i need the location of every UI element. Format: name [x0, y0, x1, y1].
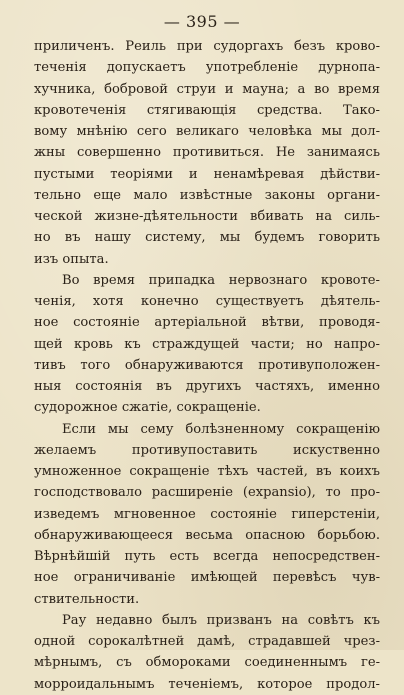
text-line: тельно еще мало извѣстные законы органи- [34, 187, 380, 203]
text-line: кровотеченія стягивающія средства. Тако- [34, 102, 380, 118]
text-line: ствительности. [34, 591, 140, 607]
text-line: Рау недавно былъ призванъ на совѣтъ къ [62, 612, 380, 628]
text-line: Если мы сему болѣзненному сокращенію [62, 421, 380, 437]
text-line: ныя состоянія въ другихъ частяхъ, именно [34, 379, 380, 394]
paragraph-2 [34, 270, 380, 419]
body-text [34, 36, 380, 695]
text-line: изъ опыта. [34, 251, 109, 267]
text-line: ческой жизне-дѣятельности вбивать на силь- [34, 209, 380, 224]
text-line: мѣрнымъ, съ обмороками соединеннымъ ге- [34, 655, 380, 671]
text-line: умноженное сокращеніе тѣхъ частей, въ коихъ [34, 464, 380, 479]
text-line: пустыми теоріями и ненамѣревая дѣйстви- [34, 166, 380, 182]
text-line: господствовало расширеніе (expansio), то про- [34, 485, 380, 501]
text-line: вому мнѣнію сего великаго человѣка мы дол- [34, 124, 380, 139]
text-line: приличенъ. Реиль при судоргахъ безъ крово- [34, 39, 380, 54]
text-line: ченія, хотя конечно существуетъ дѣятель- [34, 294, 380, 309]
text-line: щей кровь къ страждущей части; но напро- [34, 336, 380, 352]
text-line: но въ нашу систему, мы будемъ говорить [34, 230, 380, 246]
page-number: — 395 — [163, 12, 241, 31]
text-line: хучника, бобровой струи и мауна; а во время [34, 81, 380, 97]
paragraph-3 [34, 419, 380, 610]
text-line: тивъ того обнаруживаются противуположен- [34, 357, 380, 373]
text-line: изведемъ мгновенное состояніе гиперстеніи, [34, 506, 380, 522]
text-line: Во время припадка нервознаго кровоте- [62, 272, 380, 288]
paragraph-1 [34, 36, 380, 270]
text-line: ное состояніе артеріальной вѣтви, проводя- [34, 315, 380, 331]
text-line: судорожное сжатіе, сокращеніе. [34, 400, 261, 416]
text-line: Вѣрнѣйшій путь есть всегда непосредствен- [34, 549, 380, 564]
text-line: морроидальнымъ теченіемъ, которое продол- [34, 676, 380, 692]
text-line: жны совершенно противиться. Не занимаясь [34, 145, 380, 161]
text-line: ное ограничиваніе имѣющей перевѣсъ чув- [34, 570, 380, 586]
text-line: одной сорокалѣтней дамѣ, страдавшей чрез- [34, 634, 380, 649]
text-line: теченія допускаетъ употребленіе дурнопа- [34, 60, 380, 76]
paragraph-4 [34, 610, 380, 695]
text-line: обнаруживающееся весьма опасною борьбою. [34, 527, 380, 543]
text-line: желаемъ противупоставить искуственно [34, 442, 380, 458]
